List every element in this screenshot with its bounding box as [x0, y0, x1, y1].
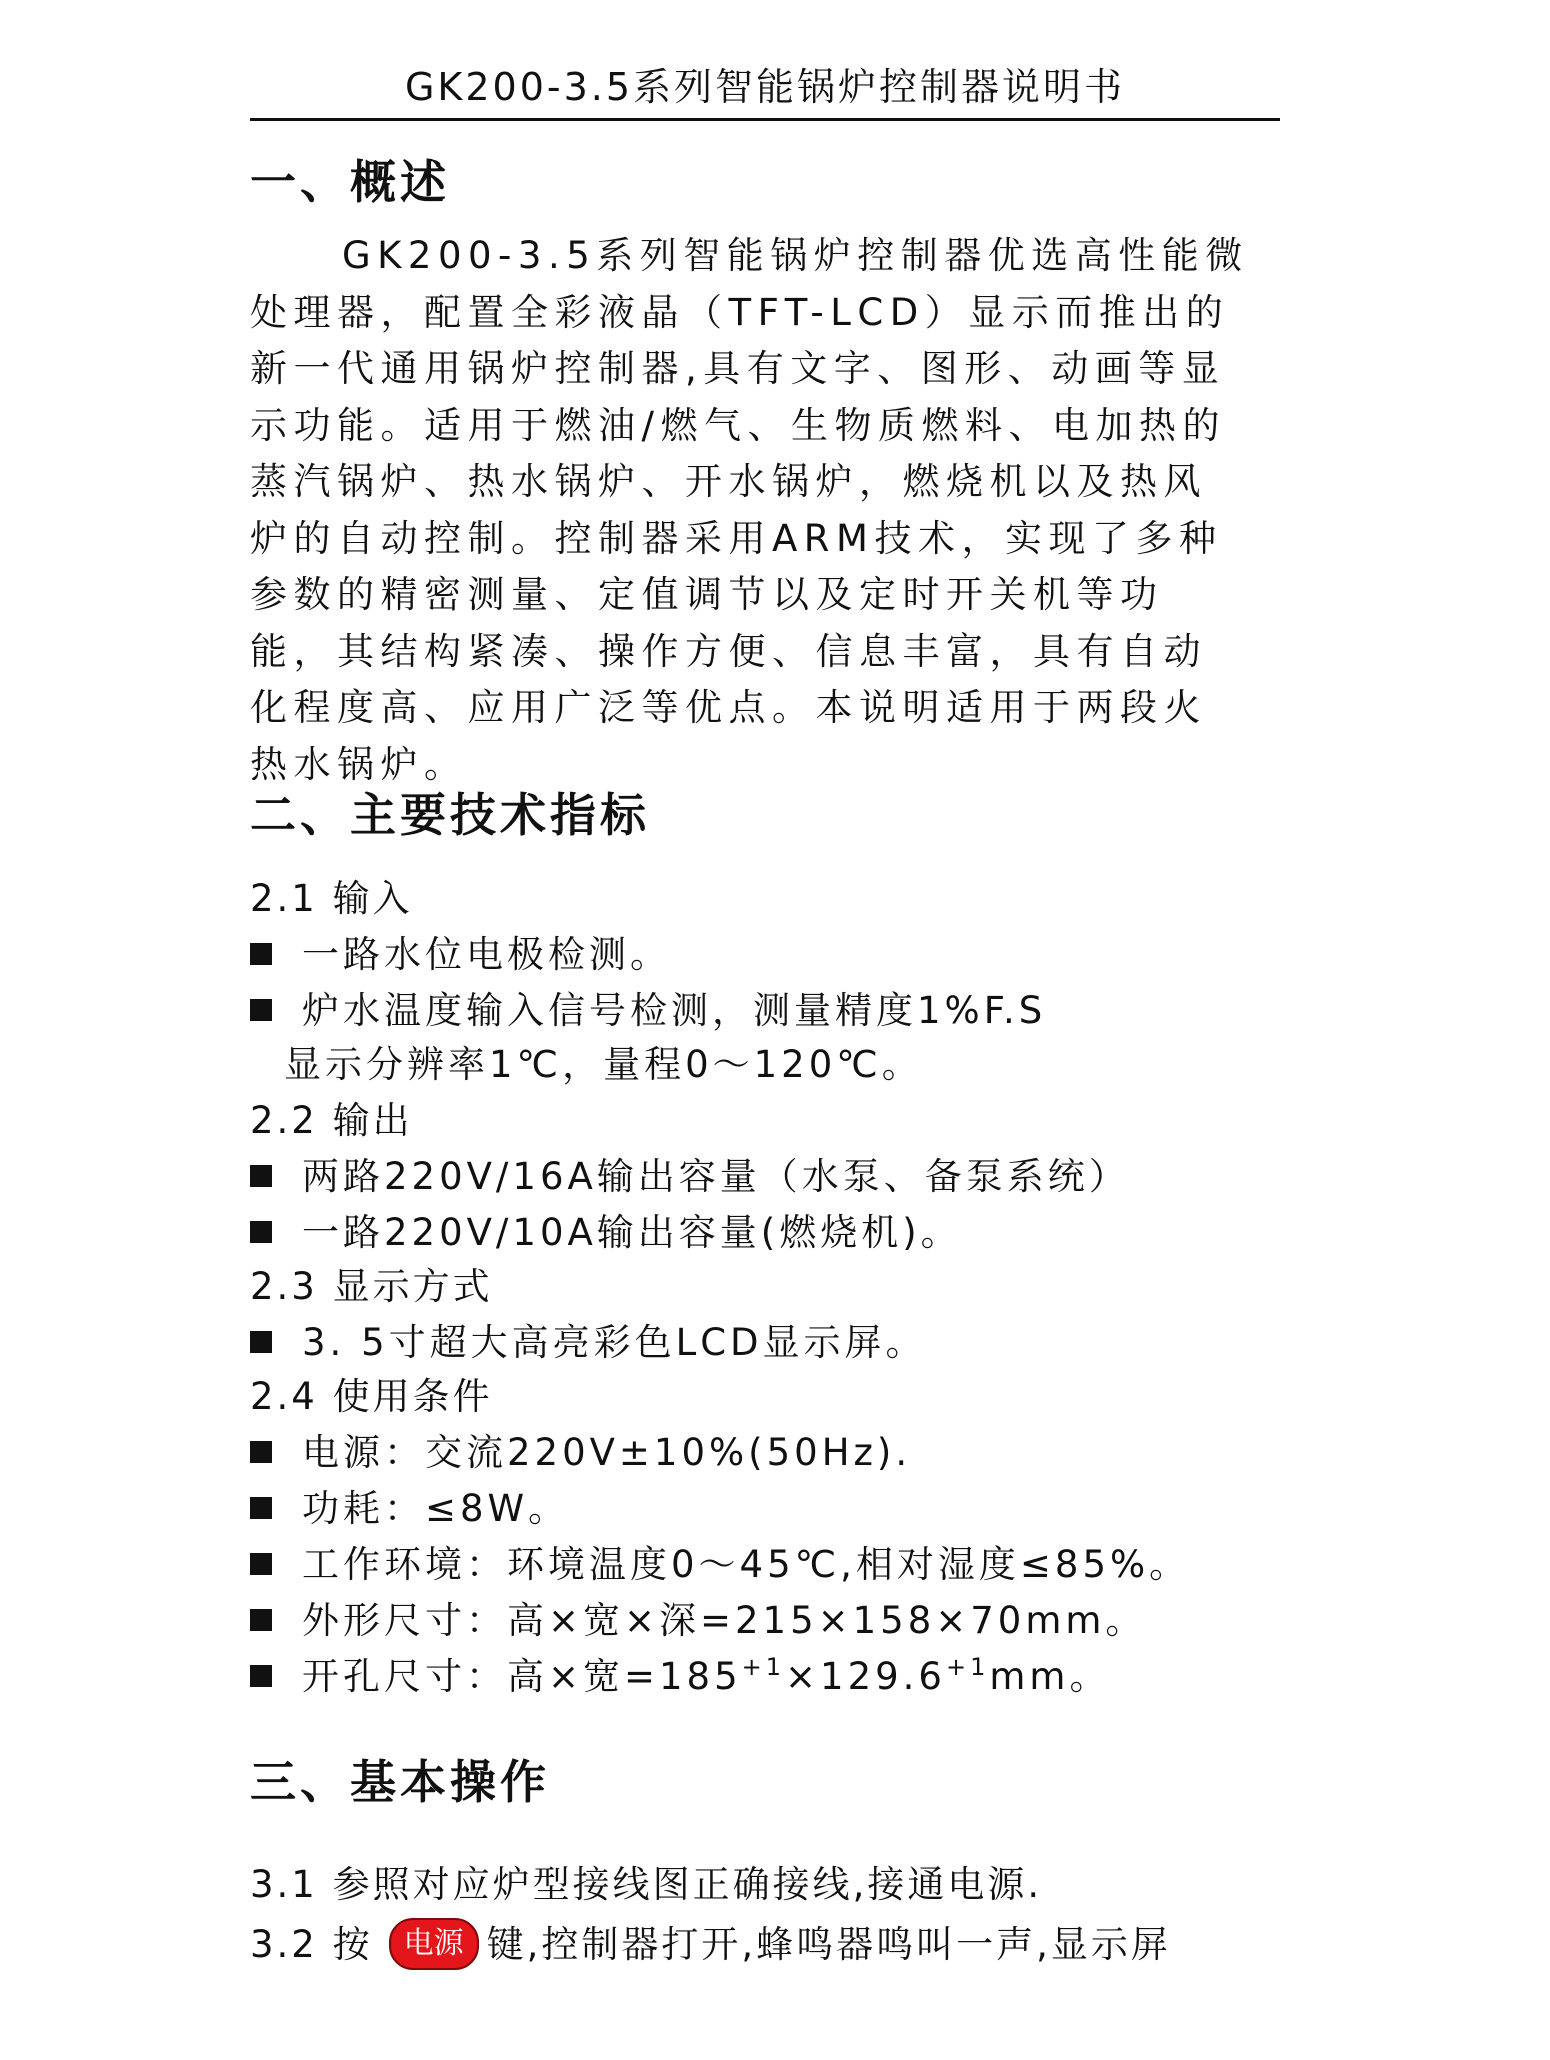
spec-item	[250, 1540, 1190, 1590]
bullet-icon	[250, 1221, 272, 1243]
overview-line: 炉的自动控制。控制器采用ARM技术，实现了多种	[250, 516, 1223, 560]
bullet-icon	[250, 1441, 272, 1463]
spec-subheading-conditions: 2.4 使用条件	[250, 1375, 493, 1418]
overview-line: 化程度高、应用广泛等优点。本说明适用于两段火	[250, 686, 1207, 729]
spec-item-text: 炉水温度输入信号检测，测量精度1%F.S	[302, 989, 1047, 1032]
spec-item-text: 外形尺寸：高×宽×深=215×158×70mm。	[302, 1599, 1147, 1642]
operation-step-2	[250, 1918, 1171, 1970]
overview-line: 处理器，配置全彩液晶（TFT-LCD）显示而推出的	[250, 290, 1230, 334]
page-header-title: GK200-3.5系列智能锅炉控制器说明书	[404, 65, 1126, 109]
spec-item-text: 工作环境：环境温度0～45℃,相对湿度≤85%。	[302, 1543, 1191, 1586]
spec-item-text: 两路220V/16A输出容量（水泵、备泵系统）	[302, 1155, 1130, 1198]
overview-line: GK200-3.5系列智能锅炉控制器优选高性能微	[342, 234, 1249, 277]
spec-item	[250, 1428, 911, 1478]
bullet-icon	[250, 1165, 272, 1187]
spec-item	[250, 1484, 569, 1534]
spec-item	[250, 1152, 1130, 1202]
power-key-icon: 电源	[389, 1918, 479, 1970]
header-divider	[250, 118, 1280, 121]
spec-item	[250, 1208, 962, 1258]
section-heading-overview: 一、概述	[250, 155, 450, 209]
section-heading-specs: 二、主要技术指标	[250, 788, 650, 842]
spec-subheading-input: 2.1 输入	[250, 877, 413, 920]
spec-item	[250, 1318, 927, 1368]
spec-item	[250, 930, 671, 980]
spec-item	[250, 1596, 1146, 1646]
bullet-icon	[250, 1497, 272, 1519]
bullet-icon	[250, 1609, 272, 1631]
bullet-icon	[250, 943, 272, 965]
overview-line: 蒸汽锅炉、热水锅炉、开水锅炉，燃烧机以及热风	[250, 460, 1207, 503]
cutout-text: 开孔尺寸：高×宽=185	[302, 1655, 742, 1698]
spec-subheading-output: 2.2 输出	[250, 1099, 413, 1142]
spec-item	[250, 1652, 1110, 1702]
bullet-icon	[250, 1331, 272, 1353]
cutout-text: ×129.6	[785, 1655, 946, 1698]
spec-item-text: 3. 5寸超大高亮彩色LCD显示屏。	[302, 1321, 927, 1364]
bullet-icon	[250, 1665, 272, 1687]
operation-step-text: 3.2 按	[250, 1923, 373, 1966]
spec-item-text: 功耗：≤8W。	[302, 1487, 570, 1530]
overview-line: 参数的精密测量、定值调节以及定时开关机等功	[250, 573, 1164, 616]
spec-item-continuation: 显示分辨率1℃，量程0～120℃。	[284, 1043, 923, 1086]
overview-line: 示功能。适用于燃油/燃气、生物质燃料、电加热的	[250, 403, 1226, 447]
spec-item	[250, 986, 1046, 1036]
tolerance-superscript: +1	[741, 1653, 786, 1681]
overview-paragraph	[250, 228, 1280, 793]
overview-line: 能，其结构紧凑、操作方便、信息丰富，具有自动	[250, 629, 1207, 673]
cutout-text: mm。	[989, 1655, 1111, 1698]
overview-line: 新一代通用锅炉控制器,具有文字、图形、动画等显	[250, 347, 1226, 390]
spec-item-text: 电源：交流220V±10%(50Hz).	[302, 1431, 912, 1474]
section-heading-operation: 三、基本操作	[250, 1755, 550, 1809]
tolerance-superscript: +1	[945, 1653, 990, 1681]
spec-subheading-display: 2.3 显示方式	[250, 1265, 493, 1308]
spec-item-text: 一路220V/10A输出容量(燃烧机)。	[302, 1211, 962, 1254]
overview-line: 热水锅炉。	[250, 742, 468, 786]
operation-step-text: 键,控制器打开,蜂鸣器鸣叫一声,显示屏	[486, 1923, 1171, 1966]
spec-item-text: 一路水位电极检测。	[302, 933, 671, 976]
bullet-icon	[250, 999, 272, 1021]
operation-step-1: 3.1 参照对应炉型接线图正确接线,接通电源.	[250, 1863, 1043, 1906]
bullet-icon	[250, 1553, 272, 1575]
